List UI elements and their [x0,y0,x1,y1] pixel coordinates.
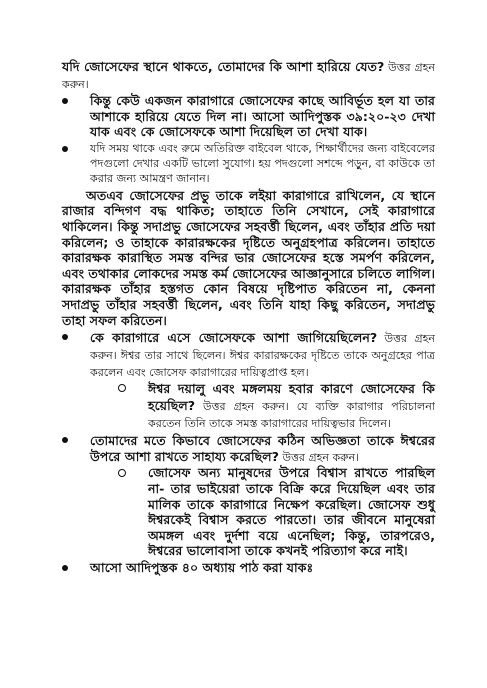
bullet-text: আসো আদিপুস্তক ৪০ অধ্যায় পাঠ করা যাকঃ [90,559,314,575]
question-text: ঈশ্বর দয়ালু এবং মঙ্গলময় হবার কারণে জোসেফের কি হয়েছিল? [148,381,435,413]
answer-text: জোসেফ অন্য মানুষদের উপরে বিশ্বাস রাখতে পারছিল না- তার ভাইয়েরা তাকে বিক্রি করে দিয়েছিল এবং তার মালিক তাকে কারাগারে নিক্ষেপ করেছিল। জোসেফ শুধু ঈশ্বরকেই বিশ্বাস করতে পারতো। তার জীবনে মানুষেরা অমঙ্গল এবং দুর্দশা বয়ে এনেছিল; কিন্তু, তারপরেও, ঈশ্বরের ভালোবাসা তাকে কখনই পরিত্যাগ করে নাই। [148,465,435,559]
scripture-passage [62,188,435,328]
bullet-item-note [62,141,435,186]
note-text: যদি সময় থাকে এবং রুমে অতিরিক্ত বাইবেল থাকে, শিক্ষার্থীদের জন্য বাইবেলের পদগুলো দেখার একটি ভালো সুযোগ। হয় পদগুলো সশব্দে পড়ুন, বা কাউকে তা করার জন্য আমন্ত্রণ জানান। [90,141,435,185]
answer-prompt: উত্তর গ্রহন করুন। [62,61,435,91]
bullet-item [62,560,435,576]
sub-bullet-item [118,465,435,559]
question-text: কে কারাগারে এসে জোসেফকে আশা জাগিয়েছিলেন? [90,330,378,346]
answer-text: উত্তর গ্রহন করুন। যে ব্যক্তি কারাগার পরিচালনা করতেন তিনি তাকে সমস্ত কারাগারের দায়িত্বভার দিলেন। [148,399,435,430]
question-text: যদি জোসেফের স্থানে থাকতে, তোমাদের কি আশা হারিয়ে যেত? [62,59,385,74]
scripture-text: অতএব জোসেফের প্রভু তাকে লইয়া কারাগারে রাখিলেন, যে স্থানে রাজার বন্দিগণ বদ্ধ থাকিত; তাহাতে তিনি সেখানে, সেই কারাগারে থাকিলেন। কিন্তু সদাপ্রভু জোসেফের সহবর্ত্তী ছিলেন, এবং তাঁহার প্রতি দয়া করিলেন; ও তাহাকে কারারক্ষকের দৃষ্টিতে অনুগ্রহপাত্র করিলেন। তাহাতে কারারক্ষক কারাস্থিত সমস্ত বন্দির ভার জোসেফের হস্তে সমর্পণ করিলেন, এবং তথাকার লোকদের সমস্ত কর্ম জোসেফের আজ্ঞানুসারে চলিতে লাগিল। কারারক্ষক তাঁহার হস্তগত কোন বিষয়ে দৃষ্টিপাত করিতেন না, কেননা সদাপ্রভু তাঁহার সহবর্ত্তী ছিলেন, এবং তিনি যাহা কিছু করিতেন, সদাপ্রভু তাহা সফল করিতেন। [62,187,436,328]
bullet-text: কিন্তু কেউ একজন কারাগারে জোসেফের কাছে আবির্ভূত হল যা তার আশাকে হারিয়ে যেতে দিল না। আসো আদিপুস্তক ৩৯:২০-২৩ দেখা যাক এবং কে জোসেফকে আশা দিয়েছিল তা দেখা যাক। [90,93,435,140]
bullet-item [62,93,435,140]
question-paragraph [62,58,435,92]
sub-bullet-item [118,380,435,431]
answer-text: উত্তর গ্রহন করুন। ঈশ্বর তার সাথে ছিলেন। ঈশ্বর কারারক্ষকের দৃষ্টিতে তাকে অনুগ্রহের পাত্র করলেন এবং জোসেফ কারাগারের দায়িত্বপ্রাপ্ত হল। [90,332,435,380]
answer-prompt: উত্তর গ্রহন করুন। [278,451,360,465]
bullet-item [62,329,435,380]
bullet-item [62,432,435,466]
question-text: তোমাদের মতে কিভাবে জোসেফের কঠিন অভিজ্ঞতা তাকে ঈশ্বরের উপরে আশা রাখতে সাহায্য করেছিল? [90,432,435,465]
